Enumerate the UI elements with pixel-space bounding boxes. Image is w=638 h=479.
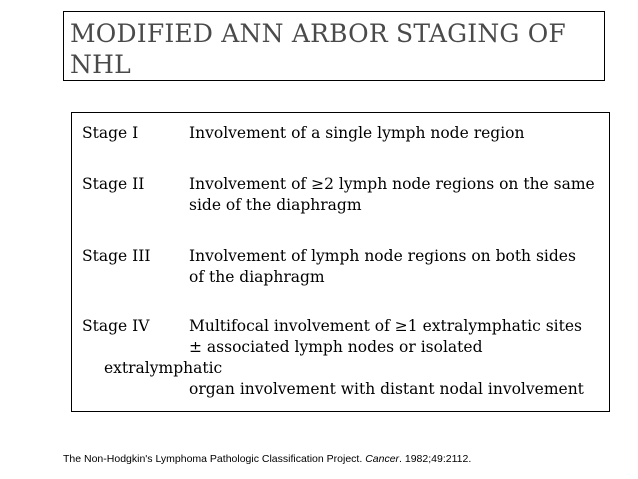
- stage-label: Stage III: [82, 247, 151, 265]
- citation-details: . 1982;49:2112.: [399, 453, 472, 465]
- stage-description-line: Multifocal involvement of ≥1 extralymphatic sites: [189, 317, 582, 335]
- citation-text: The Non-Hodgkin's Lymphoma Pathologic Classification Project.: [63, 453, 366, 465]
- stage-description-line: ± associated lymph nodes or isolated: [189, 338, 483, 356]
- citation-journal: Cancer: [365, 453, 400, 465]
- stage-label: Stage II: [82, 175, 145, 193]
- stage-description: [189, 246, 609, 288]
- stage-description-wrap-line: extralymphatic: [104, 359, 223, 377]
- stage-description-line: side of the diaphragm: [189, 196, 362, 214]
- stage-label: Stage IV: [82, 317, 150, 335]
- stage-description-line: Involvement of a single lymph node region: [189, 124, 525, 142]
- staging-table: [71, 112, 610, 412]
- stage-description: [189, 123, 609, 144]
- title-box: [63, 11, 605, 81]
- stage-description-line: of the diaphragm: [189, 268, 325, 286]
- stage-description-line: Involvement of ≥2 lymph node regions on the same: [189, 175, 595, 193]
- citation-footnote: [63, 453, 471, 465]
- slide-title-line-1: MODIFIED ANN ARBOR STAGING OF: [70, 19, 566, 48]
- slide-title-line-2: NHL: [70, 50, 131, 79]
- stage-description: [189, 316, 609, 358]
- stage-description-line: Involvement of lymph node regions on both sides: [189, 247, 576, 265]
- stage-description: [189, 174, 609, 216]
- stage-label: Stage I: [82, 124, 139, 142]
- stage-description-final-line: organ involvement with distant nodal involvement: [189, 380, 584, 398]
